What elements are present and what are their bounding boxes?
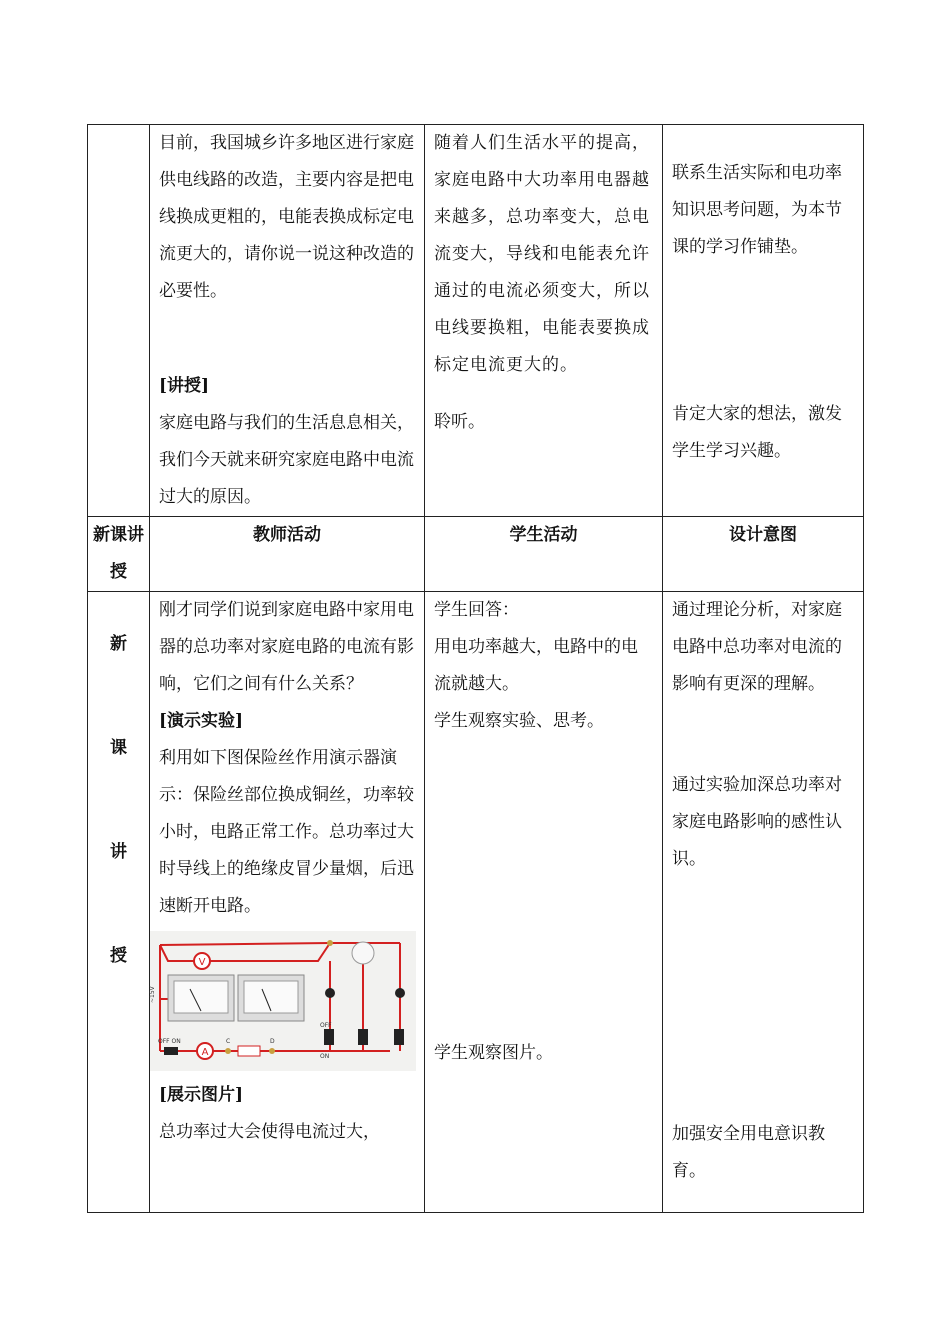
- voltmeter-label: V: [198, 957, 206, 968]
- intro-teacher-cell: [150, 125, 425, 517]
- lesson-student-cell: [425, 592, 663, 1213]
- terminal-c-label: C: [226, 1038, 231, 1045]
- intro-student-answer: 随着人们生活水平的提高，家庭电路中大功率用电器越来越多，总功率变大，总电流变大，导线和电能表允许通过的电流必须变大，所以电线要换粗，电能表要换成标定电流更大的。: [434, 133, 650, 375]
- intro-student-cell: [425, 125, 663, 517]
- terminal-d-label: D: [270, 1038, 275, 1045]
- header-intent: 设计意图: [663, 517, 864, 592]
- intro-side-cell: [88, 125, 150, 517]
- header-student: 学生活动: [425, 517, 663, 592]
- intro-row: [88, 125, 864, 517]
- intro-intent-2: 肯定大家的想法，激发学生学习兴趣。: [672, 404, 842, 461]
- picture-label: [展示图片]: [159, 1085, 244, 1105]
- lesson-teacher-picture-text: 总功率过大会使得电流过大，: [159, 1122, 380, 1142]
- side-char-4: 授: [110, 946, 127, 966]
- lecture-label: [讲授]: [159, 376, 210, 396]
- lesson-intent-3: 加强安全用电意识教育。: [672, 1124, 825, 1181]
- switch-on-label: ON: [320, 1053, 330, 1060]
- header-teacher: 教师活动: [150, 517, 425, 592]
- student-observe-picture: 学生观察图片。: [434, 1043, 553, 1063]
- student-answer: 用电功率越大，电路中的电流就越大。: [434, 637, 638, 694]
- side-char-1: 新: [110, 634, 127, 654]
- header-row: [88, 517, 864, 592]
- header-section: 新课讲授: [88, 517, 150, 592]
- lesson-intent-1: 通过理论分析，对家庭电路中总功率对电流的影响有更深的理解。: [672, 600, 842, 694]
- fuse-demonstrator-image: [150, 931, 416, 1071]
- demo-label: [演示实验]: [159, 711, 244, 731]
- intro-teacher-question: 目前，我国城乡许多地区进行家庭供电线路的改造，主要内容是把电线换成更粗的，电能表换成标定电流更大的，请你说一说这种改造的必要性。: [159, 133, 414, 301]
- side-char-3: 讲: [110, 842, 127, 862]
- intro-teacher-lecture: 家庭电路与我们的生活息息相关，我们今天就来研究家庭电路中电流过大的原因。: [159, 413, 414, 507]
- lesson-side-cell: [88, 592, 150, 1213]
- lesson-intent-cell: [663, 592, 864, 1213]
- side-char-2: 课: [110, 738, 127, 758]
- lesson-teacher-question: 刚才同学们说到家庭电路中家用电器的总功率对家庭电路的电流有影响，它们之间有什么关系？: [159, 600, 414, 694]
- switch-off-label: OFF: [320, 1022, 332, 1029]
- student-answer-intro: 学生回答：: [434, 600, 519, 620]
- lesson-teacher-cell: [150, 592, 425, 1213]
- student-observe-experiment: 学生观察实验、思考。: [434, 711, 604, 731]
- lesson-intent-2: 通过实验加深总功率对家庭电路影响的感性认识。: [672, 775, 842, 869]
- lesson-teacher-demo: 利用如下图保险丝作用演示器演示：保险丝部位换成铜丝，功率较小时，电路正常工作。总功率过大时导线上的绝缘皮冒少量烟，后迅速断开电路。: [159, 748, 414, 916]
- ammeter-label: A: [201, 1047, 209, 1058]
- intro-intent-cell: [663, 125, 864, 517]
- main-switch-label: OFF ON: [158, 1038, 181, 1045]
- voltage-label: ~15V: [149, 986, 156, 1003]
- intro-student-listen: 聆听。: [434, 412, 485, 432]
- lesson-table: [87, 124, 864, 1213]
- lesson-row: [88, 592, 864, 1213]
- intro-intent-1: 联系生活实际和电功率知识思考问题，为本节课的学习作铺垫。: [672, 163, 842, 257]
